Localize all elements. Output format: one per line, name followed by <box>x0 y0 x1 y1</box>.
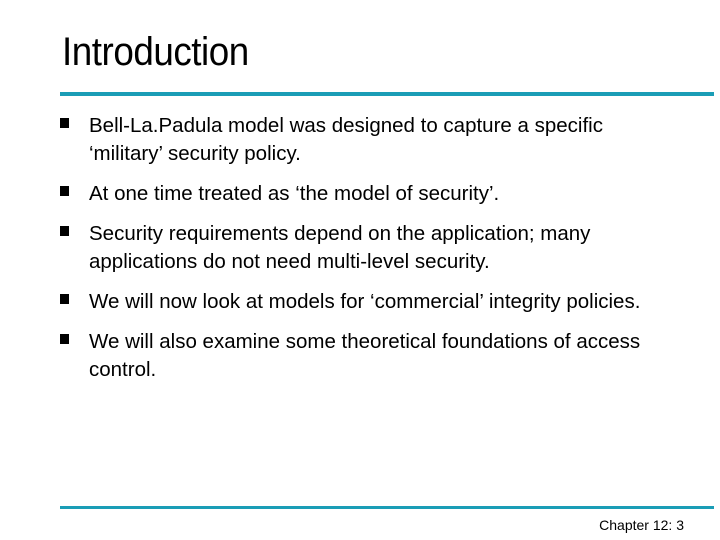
square-bullet-icon <box>60 294 69 304</box>
bullet-text: We will also examine some theoretical foundations of access control. <box>89 330 641 381</box>
footer-divider <box>60 506 714 509</box>
slide-title: Introduction <box>62 30 249 74</box>
square-bullet-icon <box>60 334 69 344</box>
square-bullet-icon <box>60 186 69 196</box>
slide-footer: Chapter 12: 3 <box>599 517 684 533</box>
bullet-item <box>60 112 680 168</box>
bullet-text: Bell-La.Padula model was designed to capture a specific ‘military’ security policy. <box>89 114 603 165</box>
title-divider <box>60 92 714 96</box>
bullet-list <box>60 112 680 384</box>
bullet-item <box>60 220 680 276</box>
bullet-item <box>60 288 680 316</box>
bullet-text: Security requirements depend on the application; many applications do not need multi-level security. <box>89 222 591 273</box>
bullet-item <box>60 328 680 384</box>
bullet-text: At one time treated as ‘the model of security’. <box>89 182 500 205</box>
square-bullet-icon <box>60 118 69 128</box>
bullet-text: We will now look at models for ‘commercial’ integrity policies. <box>89 290 641 313</box>
square-bullet-icon <box>60 226 69 236</box>
bullet-item <box>60 180 680 208</box>
